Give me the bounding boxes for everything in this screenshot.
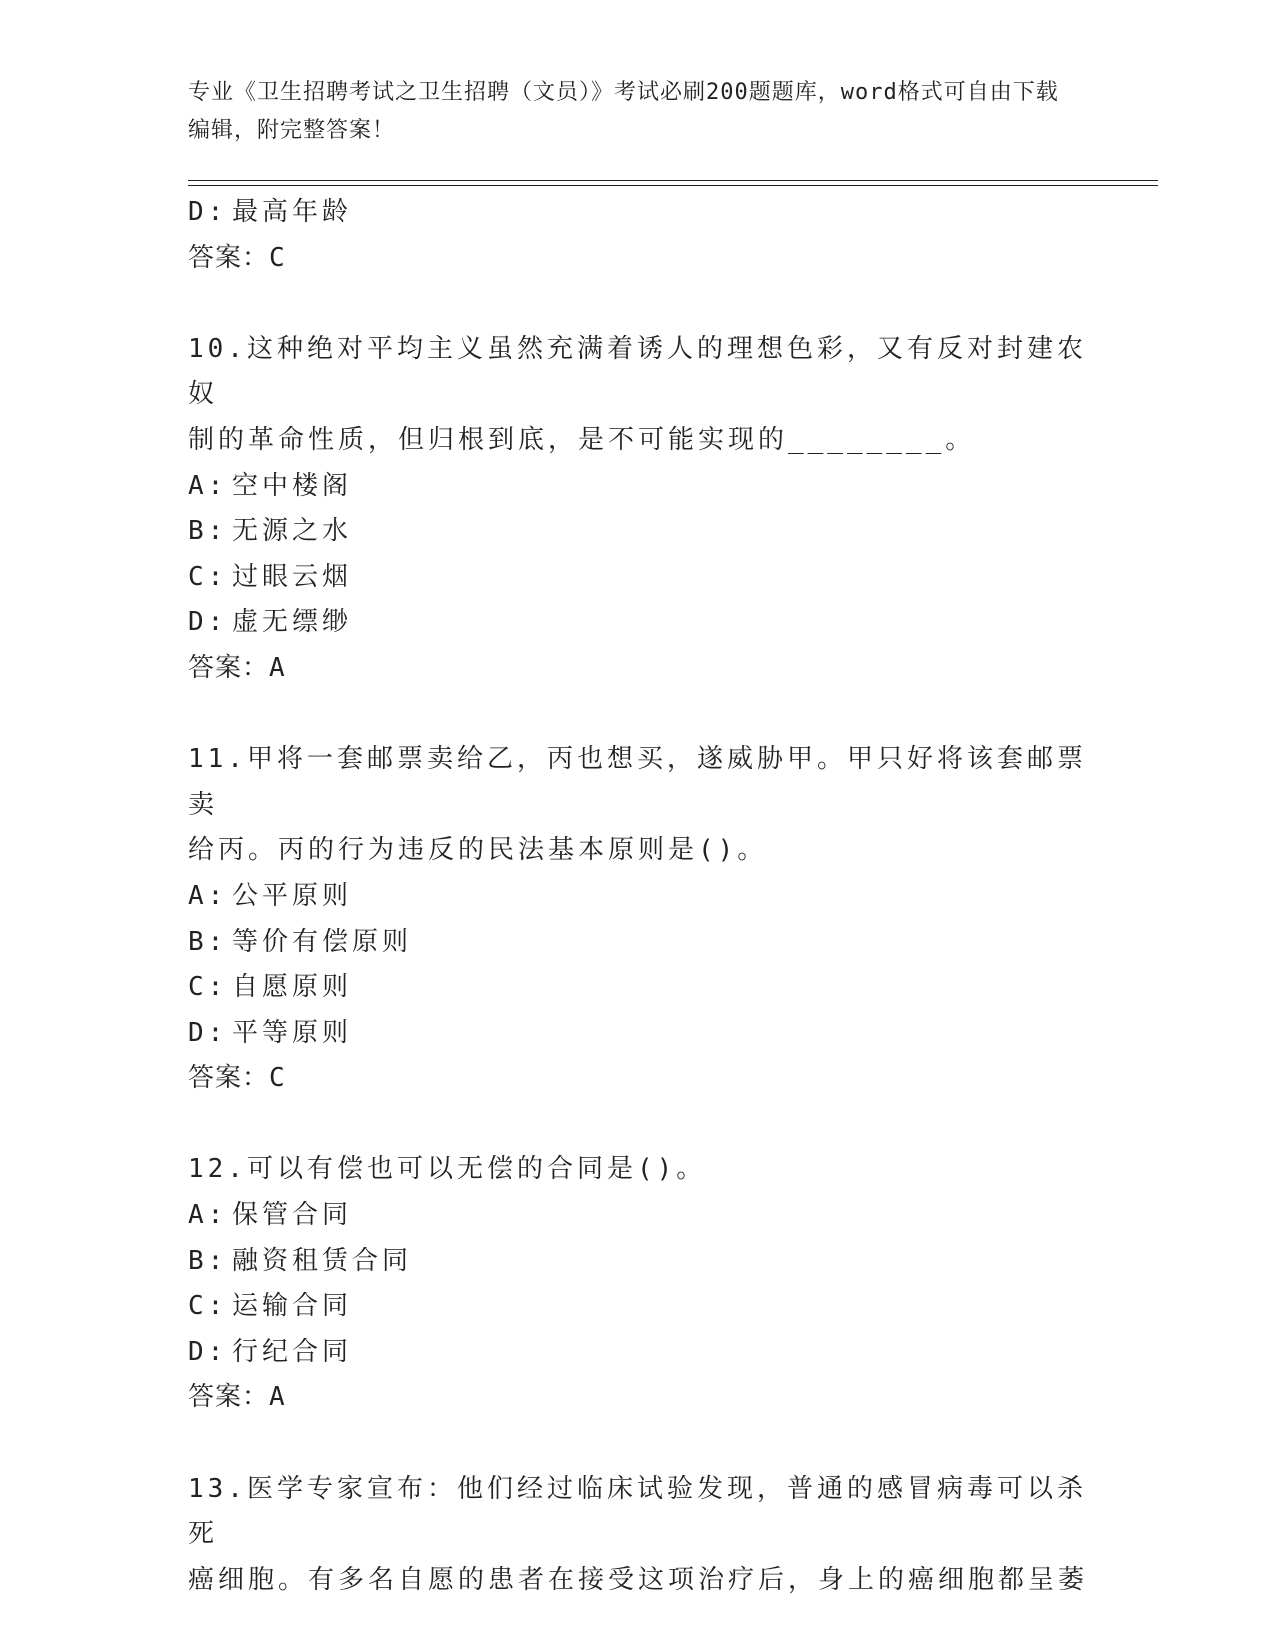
spacer [188, 1102, 1088, 1148]
answer-label: 答案： [188, 1063, 270, 1094]
option-c [188, 965, 1088, 1011]
question-stem-line: 癌细胞。有多名自愿的患者在接受这项治疗后，身上的癌细胞都呈萎 [188, 1564, 1089, 1595]
answer-line [188, 1375, 1088, 1421]
option-d [188, 600, 1088, 646]
option-label: A: [188, 1200, 228, 1231]
option-text: 行纪合同 [232, 1336, 353, 1367]
option-a [188, 464, 1088, 510]
question-content [188, 190, 1088, 1603]
option-text: 等价有偿原则 [232, 926, 413, 957]
option-b [188, 920, 1088, 966]
question-stem-line: 11.甲将一套邮票卖给乙，丙也想买，遂威胁甲。甲只好将该套邮票卖 [188, 744, 1087, 820]
option-text: 保管合同 [232, 1200, 353, 1231]
option-a [188, 874, 1088, 920]
question-stem [188, 737, 1088, 874]
question-stem-line: 12.可以有偿也可以无偿的合同是()。 [188, 1154, 707, 1185]
header-rule-top [188, 180, 1158, 181]
question-stem-line: 13.医学专家宣布：他们经过临床试验发现，普通的感冒病毒可以杀死 [188, 1473, 1087, 1550]
spacer [188, 281, 1088, 327]
option-b [188, 1239, 1088, 1285]
answer-line [188, 236, 1088, 282]
answer-label: 答案： [188, 652, 270, 683]
answer-value: C [269, 242, 286, 273]
option-a [188, 1193, 1088, 1239]
option-label: A: [188, 880, 228, 911]
question-stem [188, 327, 1088, 464]
spacer [188, 1421, 1088, 1467]
option-d [188, 190, 1088, 236]
option-label: D: [188, 197, 228, 227]
option-label: C: [188, 561, 228, 592]
option-text: 过眼云烟 [232, 561, 353, 592]
option-text: 平等原则 [232, 1017, 353, 1048]
option-label: C: [188, 1291, 228, 1322]
question-stem [188, 1147, 1088, 1193]
option-label: B: [188, 516, 228, 547]
option-text: 虚无缥缈 [232, 607, 353, 638]
option-text: 自愿原则 [232, 972, 353, 1003]
question-stem-line: 10.这种绝对平均主义虽然充满着诱人的理想色彩，又有反对封建农奴 [188, 333, 1087, 410]
answer-line [188, 1056, 1088, 1102]
option-d [188, 1011, 1088, 1057]
header-rule-bottom [188, 185, 1158, 186]
option-b [188, 509, 1088, 555]
option-text: 空中楼阁 [232, 470, 353, 501]
answer-label: 答案： [188, 1382, 270, 1413]
option-label: D: [188, 1017, 228, 1048]
question-stem-line: 制的革命性质，但归根到底，是不可能实现的________。 [188, 424, 976, 455]
option-text: 公平原则 [232, 880, 353, 911]
option-c [188, 555, 1088, 601]
option-label: D: [188, 607, 228, 638]
answer-label: 答案： [188, 242, 270, 273]
question-stem-line: 给丙。丙的行为违反的民法基本原则是()。 [188, 835, 768, 866]
option-label: C: [188, 972, 228, 1003]
option-label: D: [188, 1336, 228, 1367]
option-label: A: [188, 470, 228, 501]
option-text: 运输合同 [232, 1291, 353, 1322]
answer-line [188, 646, 1088, 692]
option-label: B: [188, 926, 228, 957]
page-header: 专业《卫生招聘考试之卫生招聘（文员）》考试必刷200题题库，word格式可自由下载编辑，附完整答案！ [188, 80, 1059, 143]
answer-value: C [269, 1063, 286, 1094]
answer-value: A [269, 1382, 286, 1413]
spacer [188, 692, 1088, 738]
option-text: 融资租赁合同 [232, 1245, 413, 1276]
option-text: 最高年龄 [232, 197, 353, 227]
option-d [188, 1330, 1088, 1376]
option-label: B: [188, 1245, 228, 1276]
option-c [188, 1284, 1088, 1330]
question-stem [188, 1467, 1088, 1604]
option-text: 无源之水 [232, 516, 353, 547]
answer-value: A [269, 652, 286, 683]
